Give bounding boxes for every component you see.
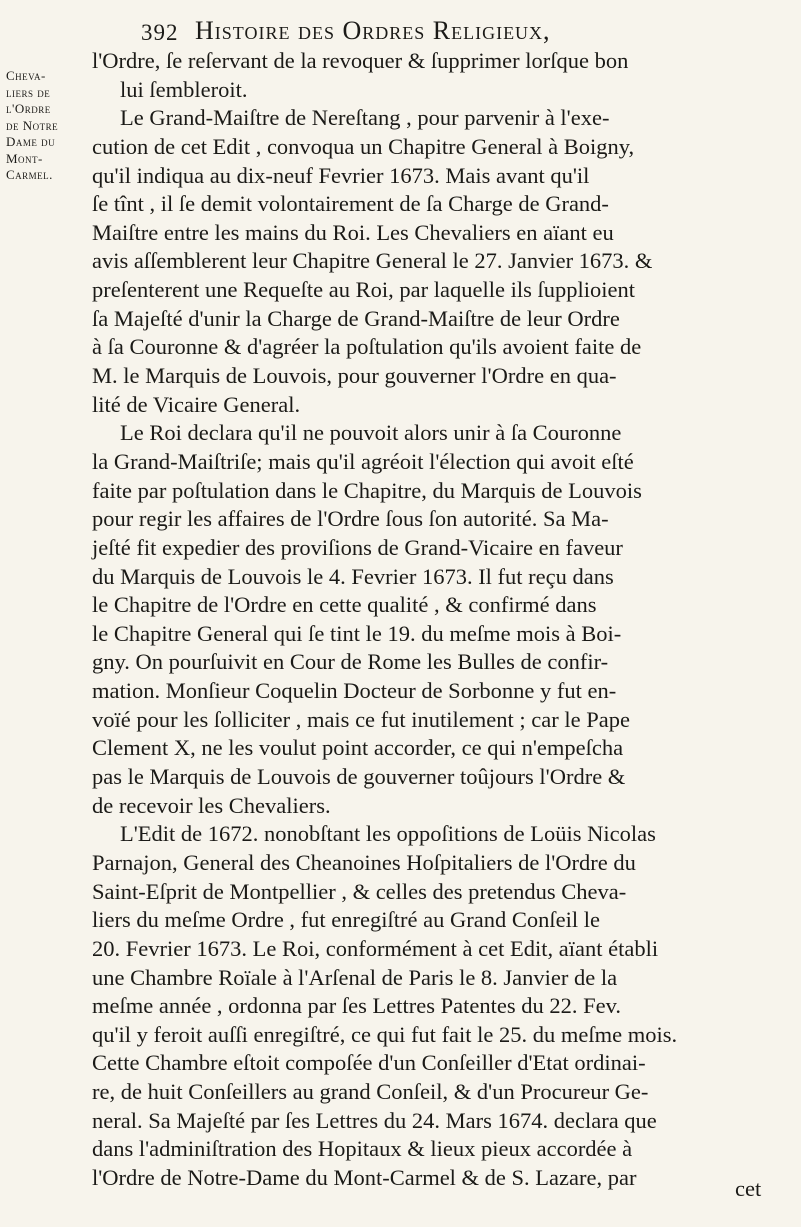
text-line: Clement X, ne les voulut point accorder, ce qui n'empeſcha bbox=[92, 735, 624, 761]
text-line: qu'il indiqua au dix-neuf Fevrier 1673. Mais avant qu'il bbox=[92, 162, 590, 188]
text-line: re, de huit Conſeillers au grand Conſeil, & d'un Procureur Ge- bbox=[92, 1079, 649, 1105]
text-line: pour regir les affaires de l'Ordre ſous ſon autorité. Sa Ma- bbox=[92, 506, 609, 532]
text-line: faite par poſtulation dans le Chapitre, du Marquis de Louvois bbox=[92, 477, 642, 503]
text-line: gny. On pourſuivit en Cour de Rome les Bulles de confir- bbox=[92, 649, 609, 675]
margin-note-line: l'Ordre bbox=[6, 101, 51, 116]
text-line: Cette Chambre eſtoit compoſée d'un Conſeiller d'Etat ordinai- bbox=[92, 1050, 646, 1076]
text-line: preſenterent une Requeſte au Roi, par laquelle ils ſupplioient bbox=[92, 277, 635, 303]
text-line: à ſa Couronne & d'agréer la poſtulation qu'ils avoient faite de bbox=[92, 334, 642, 360]
text-line: du Marquis de Louvois le 4. Fevrier 1673. Il fut reçu dans bbox=[92, 563, 614, 589]
margin-note-line: de Notre bbox=[6, 117, 59, 133]
margin-note-line: Cheva- bbox=[6, 68, 46, 83]
text-line: Le Grand-Maiſtre de Nereſtang , pour parvenir à l'exe- bbox=[120, 105, 610, 131]
text-line: cution de cet Edit , convoqua un Chapitre General à Boigny, bbox=[92, 133, 635, 159]
margin-note bbox=[6, 68, 88, 184]
text-line: Maiſtre entre les mains du Roi. Les Chevaliers en aïant eu bbox=[92, 219, 614, 245]
text-line: dans l'adminiſtration des Hopitaux & lieux pieux accordée à bbox=[92, 1136, 633, 1162]
text-line: voïé pour les ſolliciter , mais ce fut inutilement ; car le Pape bbox=[92, 706, 630, 732]
text-line: la Grand-Maiſtriſe; mais qu'il agréoit l'élection qui avoit eſté bbox=[92, 448, 634, 474]
text-line: mation. Monſieur Coquelin Docteur de Sorbonne y fut en- bbox=[92, 678, 617, 704]
running-title: Histoire des Ordres Religieux, bbox=[195, 16, 551, 45]
text-line: neral. Sa Majeſté par ſes Lettres du 24. Mars 1674. declara que bbox=[92, 1107, 657, 1133]
text-line: M. le Marquis de Louvois, pour gouverner l'Ordre en qua- bbox=[92, 363, 617, 389]
text-line: L'Edit de 1672. nonobſtant les oppoſitions de Loüis Nicolas bbox=[120, 821, 656, 847]
text-line: l'Ordre de Notre-Dame du Mont-Carmel & de S. Lazare, par bbox=[92, 1164, 637, 1190]
text-line: l'Ordre, ſe reſervant de la revoquer & ſupprimer lorſque bon bbox=[92, 48, 629, 73]
text-line: lui ſembleroit. bbox=[120, 76, 248, 102]
margin-note-line: liers de bbox=[6, 84, 51, 100]
text-line: pas le Marquis de Louvois de gouverner toûjours l'Ordre & bbox=[92, 764, 626, 790]
body-text bbox=[92, 47, 772, 1193]
text-line: ſa Majeſté d'unir la Charge de Grand-Maiſtre de leur Ordre bbox=[92, 305, 620, 331]
margin-note-line: Mont- bbox=[6, 150, 43, 166]
text-line: Le Roi declara qu'il ne pouvoit alors unir à ſa Couronne bbox=[120, 420, 622, 446]
text-line: jeſté fit expedier des proviſions de Grand-Vicaire en faveur bbox=[92, 534, 623, 560]
text-line: ſe tînt , il ſe demit volontairement de ſa Charge de Grand- bbox=[92, 191, 609, 217]
text-line: Parnajon, General des Cheanoines Hoſpitaliers de l'Ordre du bbox=[92, 849, 636, 875]
page-number: 392 bbox=[141, 20, 179, 45]
page-header bbox=[0, 12, 801, 46]
text-line: avis aſſemblerent leur Chapitre General le 27. Janvier 1673. & bbox=[92, 248, 653, 274]
margin-note-line: Dame du bbox=[6, 134, 56, 149]
text-line: le Chapitre de l'Ordre en cette qualité , & confirmé dans bbox=[92, 592, 597, 618]
text-line: le Chapitre General qui ſe tint le 19. du meſme mois à Boi- bbox=[92, 620, 622, 646]
catchword: cet bbox=[735, 1176, 762, 1201]
margin-note-line: Carmel. bbox=[6, 167, 53, 182]
text-line: 20. Fevrier 1673. Le Roi, conformément à cet Edit, aïant établi bbox=[92, 935, 659, 961]
text-line: une Chambre Roïale à l'Arſenal de Paris le 8. Janvier de la bbox=[92, 964, 618, 990]
text-line: meſme année , ordonna par ſes Lettres Patentes du 22. Fev. bbox=[92, 993, 622, 1019]
text-line: de recevoir les Chevaliers. bbox=[92, 792, 331, 818]
text-line: qu'il y feroit auſſi enregiſtré, ce qui fut fait le 25. du meſme mois. bbox=[92, 1021, 678, 1047]
text-line: lité de Vicaire General. bbox=[92, 391, 301, 417]
text-line: Saint-Eſprit de Montpellier , & celles des pretendus Cheva- bbox=[92, 878, 627, 904]
text-line: liers du meſme Ordre , fut enregiſtré au Grand Conſeil le bbox=[92, 907, 600, 933]
